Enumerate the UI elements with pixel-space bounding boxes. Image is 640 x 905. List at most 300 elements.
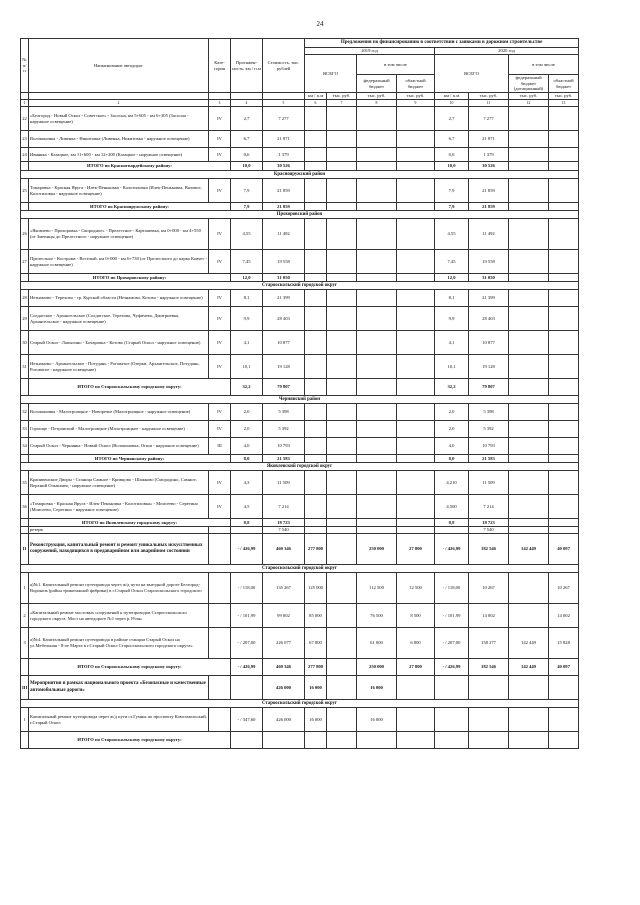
column-index: 5: [263, 100, 305, 107]
section-title: Прохоровский район: [21, 211, 579, 219]
cell-cost: 7 214: [263, 495, 305, 519]
cell-c6: 125 000: [305, 573, 327, 604]
total-label: ИТОГО по Старооскольскому городскому округу:: [29, 379, 231, 396]
cell-c8: [357, 519, 397, 527]
total-num: [21, 519, 29, 527]
cell-c8: 16 000: [357, 708, 397, 732]
cell-cost: 426 000: [263, 708, 305, 732]
cell-c7: [327, 438, 357, 455]
cell-c6: 277 800: [305, 534, 327, 565]
cell-c12: [509, 355, 549, 379]
cell-c11: 19 128: [469, 355, 509, 379]
cell-c11: 182 546: [469, 659, 509, 676]
cell-c11: 5 392: [469, 421, 509, 438]
column-index: 7: [327, 100, 357, 107]
cell-c12: [509, 438, 549, 455]
cell-len: 7,9: [231, 203, 263, 211]
cell-c13: [549, 131, 579, 148]
cell-c10: - / 426,99: [435, 659, 469, 676]
cell-cost: 28 403: [263, 307, 305, 331]
cell-len: 8,8: [231, 519, 263, 527]
total-label: ИТОГО по Старооскольскому городскому округу:: [29, 659, 231, 676]
cell-c7: [327, 573, 357, 604]
cell-cost: 226 077: [263, 628, 305, 659]
header-year-2020: 2020 год: [435, 48, 579, 55]
cell-c8: [357, 421, 397, 438]
unit-rub: тыс. руб.: [327, 93, 357, 100]
cell-c11: 7 540: [469, 527, 509, 534]
cell-n: 1: [21, 573, 29, 604]
cell-c6: [305, 495, 327, 519]
total-num: [21, 379, 29, 396]
cell-cat: [209, 604, 231, 628]
cell-c11: 30 526: [469, 162, 509, 171]
section-row: [21, 282, 579, 290]
cell-c8: [357, 274, 397, 282]
cell-c9: 27 800: [397, 534, 435, 565]
cell-n: 24: [21, 148, 29, 162]
cell-c13: 15 828: [549, 628, 579, 659]
cell-c9: [397, 162, 435, 171]
cell-c9: [397, 307, 435, 331]
cell-n: 30: [21, 331, 29, 355]
road-name: Ивнянка - Казацкое, км 11+600 - км 12+200 (Казацкое - наружное освещение): [29, 148, 209, 162]
cell-len: 2,7: [231, 107, 263, 131]
cell-n: 33: [21, 421, 29, 438]
total-label: ИТОГО по Старооскольскому городскому округу:: [29, 732, 231, 749]
cell-len: - / 347,60: [231, 708, 263, 732]
cell-c7: [327, 421, 357, 438]
cell-c10: 2,0: [435, 404, 469, 421]
road-name: Крапивенские Дворы - Станица Самное - Кривцово - Шажково (Смородино, Самное, Верхний Ольшанец - наружное освещение): [29, 471, 209, 495]
cell-cost: 18 723: [263, 519, 305, 527]
cell-n: 27: [21, 250, 29, 274]
cell-cost: 11 509: [263, 471, 305, 495]
cell-cost: 460 346: [263, 659, 305, 676]
column-index: 10: [435, 100, 469, 107]
table-row: [21, 148, 579, 162]
cell-cost: 21 399: [263, 290, 305, 307]
cell-cost: 99 002: [263, 604, 305, 628]
cell-c6: [305, 519, 327, 527]
cell-c6: 67 800: [305, 628, 327, 659]
cell-c7: [327, 331, 357, 355]
total-row: [21, 274, 579, 282]
total-row: [21, 519, 579, 527]
cell-c8: 112 500: [357, 573, 397, 604]
cell-c13: 10 267: [549, 573, 579, 604]
cell-len: - / 118,00: [231, 573, 263, 604]
section-title: Краснояружский район: [21, 171, 579, 179]
section-title: Старооскольский городской округ: [21, 282, 579, 290]
cell-c12: [509, 604, 549, 628]
cell-cat: IV: [209, 471, 231, 495]
cell-cat: [209, 534, 231, 565]
cell-len: - / 426,99: [231, 534, 263, 565]
road-name: «Белгород - Новый Оскол - Советское» - Засосна, км 5+605 - км 6+305 (Засосна - наружное освещение): [29, 107, 209, 131]
header-name: Наименование автодорог: [29, 39, 209, 93]
column-index: 11: [469, 100, 509, 107]
road-name: Томаровка - Красная Яруга - Илек-Пеньковка - Колотиловка (Илек-Пеньковка, Вязовое, Колотиловка - наружное освещение): [29, 179, 209, 203]
cell-cat: [209, 708, 231, 732]
cell-c8: 250 000: [357, 659, 397, 676]
cell-c7: [327, 219, 357, 250]
cell-c9: [397, 471, 435, 495]
cell-c11: 19 558: [469, 250, 509, 274]
section-title: Яковлевский городской округ: [21, 463, 579, 471]
table-row: [21, 604, 579, 628]
cell-c9: [397, 404, 435, 421]
cell-cat: IV: [209, 179, 231, 203]
cell-c9: [397, 274, 435, 282]
cell-cat: IV: [209, 495, 231, 519]
cell-c8: 16 000: [357, 676, 397, 700]
cell-len: [231, 527, 263, 534]
cell-c9: [397, 455, 435, 463]
cell-c11: 21 583: [469, 455, 509, 463]
road-name: «Капитальный ремонт мостовых сооружений к путепроводов Старооскольского городского округа. Мост на автодороге №1 через р.Убля»: [29, 604, 209, 628]
section-row: [21, 463, 579, 471]
cell-c9: [397, 219, 435, 250]
total-row: [21, 455, 579, 463]
column-index: 2: [29, 100, 209, 107]
road-name: Волоконовка - Ливенка - Никитовка (Ливенка, Никитовка - наружное освещение): [29, 131, 209, 148]
cell-c12: [509, 307, 549, 331]
cell-c7: [327, 455, 357, 463]
cell-c8: [357, 107, 397, 131]
cell-cost: 19 128: [263, 355, 305, 379]
table-row: [21, 534, 579, 565]
cell-c7: [327, 534, 357, 565]
column-index: 6: [305, 100, 327, 107]
cell-c6: 85 000: [305, 604, 327, 628]
road-name: Реконструкция, капитальный ремонт и ремонт уникальных искусственных сооружений, находящихся в предаварийном или аварийном состоянии: [29, 534, 209, 565]
cell-len: 4,0: [231, 438, 263, 455]
cell-c9: [397, 355, 435, 379]
cell-c9: 27 800: [397, 659, 435, 676]
header-obl-2020: областной бюджет: [549, 75, 579, 93]
column-index: 3: [209, 100, 231, 107]
cell-c9: [397, 527, 435, 534]
cell-c8: [357, 495, 397, 519]
cell-c11: 182 546: [469, 534, 509, 565]
cell-c11: 21 859: [469, 203, 509, 211]
cell-len: 2,0: [231, 421, 263, 438]
table-header: [21, 39, 579, 107]
cell-c6: [305, 203, 327, 211]
cell-c11: 31 050: [469, 274, 509, 282]
cell-cost: 21 871: [263, 131, 305, 148]
cell-c8: [357, 455, 397, 463]
cell-c10: - / 101,99: [435, 604, 469, 628]
cell-len: 12,0: [231, 274, 263, 282]
cell-c7: [327, 107, 357, 131]
cell-cost: [263, 732, 305, 749]
cell-c12: [509, 203, 549, 211]
cell-c7: [327, 307, 357, 331]
table-row: [21, 471, 579, 495]
cell-c10: 0,6: [435, 148, 469, 162]
cell-c10: - / 118,00: [435, 573, 469, 604]
cell-c10: - / 426,99: [435, 534, 469, 565]
cell-c9: [397, 107, 435, 131]
cell-c13: 40 097: [549, 534, 579, 565]
total-num: [21, 274, 29, 282]
cell-c7: [327, 732, 357, 749]
table-row: [21, 250, 579, 274]
road-name: Прелестное - Кострома - Веселый, км 0+000 - км 6+730 (от Прелестного до парка Ковчег - наружное освещение): [29, 250, 209, 274]
cell-c6: [305, 331, 327, 355]
cell-c8: 250 000: [357, 534, 397, 565]
table-row: [21, 107, 579, 131]
road-name: Мероприятия в рамках национального проекта «Безопасные и качественные автомобильные дороги»: [29, 676, 209, 700]
cell-cat: IV: [209, 307, 231, 331]
table-row: [21, 573, 579, 604]
cell-len: [231, 676, 263, 700]
table-row: [21, 219, 579, 250]
cell-c8: [357, 203, 397, 211]
cell-c12: [509, 290, 549, 307]
table-body: [21, 107, 579, 749]
total-label: ИТОГО по Чернянскому району:: [29, 455, 231, 463]
column-index: 8: [357, 100, 397, 107]
cell-cost: 21 583: [263, 455, 305, 463]
cell-c13: [549, 708, 579, 732]
cell-c12: [509, 107, 549, 131]
cell-cost: 7 277: [263, 107, 305, 131]
cell-cost: 5 398: [263, 404, 305, 421]
cell-c9: [397, 676, 435, 700]
cell-c12: [509, 250, 549, 274]
cell-n: 22: [21, 107, 29, 131]
cell-c12: [509, 732, 549, 749]
cell-c7: [327, 471, 357, 495]
section-row: [21, 396, 579, 404]
cell-c9: [397, 421, 435, 438]
cell-c6: 16 000: [305, 676, 327, 700]
road-name: резерв: [29, 527, 209, 534]
cell-cat: IV: [209, 290, 231, 307]
cell-n: 26: [21, 219, 29, 250]
cell-c8: [357, 355, 397, 379]
section-title: Чернянский район: [21, 396, 579, 404]
cell-c6: [305, 107, 327, 131]
road-name: «Яковлево - Прохоровка - Скородное» - Прелестное - Карташевка, км 0+000 - км 4+550 (от Змеинцы до Прелестного - наружное освещение): [29, 219, 209, 250]
cell-c13: [549, 179, 579, 203]
cell-c12: [509, 179, 549, 203]
table-row: [21, 628, 579, 659]
unit-rub: тыс. руб.: [397, 93, 435, 100]
cell-c10: 7,45: [435, 250, 469, 274]
cell-len: - / 101,99: [231, 604, 263, 628]
cell-c11: 21 871: [469, 131, 509, 148]
header-incl-2019: в том числе: [357, 55, 435, 75]
cell-c12: [509, 219, 549, 250]
cell-c6: [305, 421, 327, 438]
total-num: [21, 732, 29, 749]
cell-c7: [327, 131, 357, 148]
cell-c13: [549, 455, 579, 463]
header-year-2019: 2019 год: [305, 48, 435, 55]
cell-cat: IV: [209, 107, 231, 131]
cell-c13: [549, 107, 579, 131]
cell-c13: [549, 732, 579, 749]
cell-c7: [327, 290, 357, 307]
cell-c10: 7,9: [435, 179, 469, 203]
cell-len: 7,9: [231, 179, 263, 203]
cell-c11: 18 723: [469, 519, 509, 527]
total-row: [21, 162, 579, 171]
cell-c13: [549, 203, 579, 211]
section-title: Старооскольский городской округ: [21, 700, 579, 708]
table-row: [21, 307, 579, 331]
cell-cost: 10 877: [263, 331, 305, 355]
header-length: Протяжен-ность, км / п.м: [231, 39, 263, 93]
cell-cat: IV: [209, 250, 231, 274]
cell-c12: 142 449: [509, 628, 549, 659]
cell-c6: [305, 162, 327, 171]
road-name: Незнамово - Архангельское - Потудань - Роговатое (Озерки, Архангельское, Потудань, Роговатое - наружное освещение): [29, 355, 209, 379]
cell-cat: IV: [209, 131, 231, 148]
header-total-2020: ВСЕГО: [435, 55, 509, 93]
cell-len: 7,45: [231, 250, 263, 274]
cell-len: 4,5: [231, 495, 263, 519]
cell-cat: IV: [209, 421, 231, 438]
cell-len: 2,0: [231, 404, 263, 421]
cell-c13: [549, 331, 579, 355]
cell-c8: [357, 148, 397, 162]
section-row: [21, 211, 579, 219]
cell-c10: 4,210: [435, 471, 469, 495]
cell-cost: 460 346: [263, 534, 305, 565]
cell-cost: 21 859: [263, 179, 305, 203]
unit-rub: тыс. руб.: [509, 93, 549, 100]
cell-len: - / 207,00: [231, 628, 263, 659]
column-index: 12: [509, 100, 549, 107]
header-incl-2020: в том числе: [509, 55, 579, 75]
cell-c11: 7 214: [469, 495, 509, 519]
cell-c7: [327, 148, 357, 162]
unit-km: км / п.м: [305, 93, 327, 100]
section-row: [21, 700, 579, 708]
cell-c9: [397, 495, 435, 519]
cell-c12: [509, 404, 549, 421]
cell-c9: [397, 519, 435, 527]
cell-cost: 426 000: [263, 676, 305, 700]
cell-c12: [509, 573, 549, 604]
cell-c13: [549, 676, 579, 700]
cell-cat: IV: [209, 331, 231, 355]
cell-c11: 10 877: [469, 331, 509, 355]
cell-c8: [357, 732, 397, 749]
cell-c6: [305, 379, 327, 396]
column-index: 4: [231, 100, 263, 107]
total-label: ИТОГО по Прохоровскому району:: [29, 274, 231, 282]
cell-c13: [549, 495, 579, 519]
cell-c11: 10 793: [469, 438, 509, 455]
cell-c7: [327, 495, 357, 519]
column-index: 1: [21, 100, 29, 107]
cell-c11: 1 379: [469, 148, 509, 162]
cell-cat: IV: [209, 404, 231, 421]
cell-cat: [209, 527, 231, 534]
cell-c8: [357, 219, 397, 250]
cell-c8: 61 000: [357, 628, 397, 659]
road-name: Капитальный ремонт путепровода через ж/д пути ст.Гумны по проспекту Комсомольский, г.Старый Оскол: [29, 708, 209, 732]
cell-cost: 11 492: [263, 219, 305, 250]
cell-c10: 12,0: [435, 274, 469, 282]
cell-c7: [327, 379, 357, 396]
cell-c7: [327, 203, 357, 211]
cell-c7: [327, 527, 357, 534]
cell-cost: 1 379: [263, 148, 305, 162]
cell-len: 9,9: [231, 307, 263, 331]
table-row: [21, 438, 579, 455]
header-fed-2020: федеральный бюджет (дотационный): [509, 75, 549, 93]
header-category: Кате-гория: [209, 39, 231, 93]
section-row: [21, 565, 579, 573]
page-number: 24: [316, 20, 324, 28]
cell-c8: [357, 379, 397, 396]
cell-c11: 11 509: [469, 471, 509, 495]
cell-n: 3: [21, 628, 29, 659]
cell-c11: [469, 676, 509, 700]
cell-c9: [397, 179, 435, 203]
total-row: [21, 203, 579, 211]
cell-n: 36: [21, 495, 29, 519]
cell-c9: [397, 331, 435, 355]
cell-c11: 21 399: [469, 290, 509, 307]
cell-c9: [397, 732, 435, 749]
cell-c12: [509, 519, 549, 527]
total-num: [21, 659, 29, 676]
header-proposals: Предложения по финансированию в соответствии с заявками в дорожном строительстве: [305, 39, 579, 48]
cell-c10: 8,8: [435, 519, 469, 527]
cell-c7: [327, 628, 357, 659]
cell-cost: 10 793: [263, 438, 305, 455]
cell-c8: [357, 307, 397, 331]
cell-c8: [357, 527, 397, 534]
cell-c10: 4,55: [435, 219, 469, 250]
cell-c10: 7,9: [435, 203, 469, 211]
table-row: [21, 355, 579, 379]
cell-c11: [469, 732, 509, 749]
cell-c12: [509, 708, 549, 732]
cell-c7: [327, 708, 357, 732]
cell-cost: 79 807: [263, 379, 305, 396]
cell-c7: [327, 604, 357, 628]
cell-c10: - / 207,00: [435, 628, 469, 659]
cell-c7: [327, 250, 357, 274]
cell-len: 0,6: [231, 148, 263, 162]
cell-n: 1: [21, 708, 29, 732]
cell-n: 25: [21, 179, 29, 203]
cell-c10: 9,9: [435, 307, 469, 331]
total-num: [21, 162, 29, 171]
cell-c6: [305, 290, 327, 307]
cell-len: 10,1: [231, 355, 263, 379]
cell-c6: [305, 527, 327, 534]
cell-cat: [209, 573, 231, 604]
cell-c13: [549, 307, 579, 331]
column-index: 9: [397, 100, 435, 107]
cell-c10: [435, 527, 469, 534]
road-name: Старый Оскол - Лапыгино - Бочаровка - Котово (Старый Оскол - наружное освещение): [29, 331, 209, 355]
header-fed-2019: федеральный бюджет: [357, 75, 397, 93]
cell-c11: 5 398: [469, 404, 509, 421]
total-num: [21, 455, 29, 463]
cell-c13: 40 097: [549, 659, 579, 676]
